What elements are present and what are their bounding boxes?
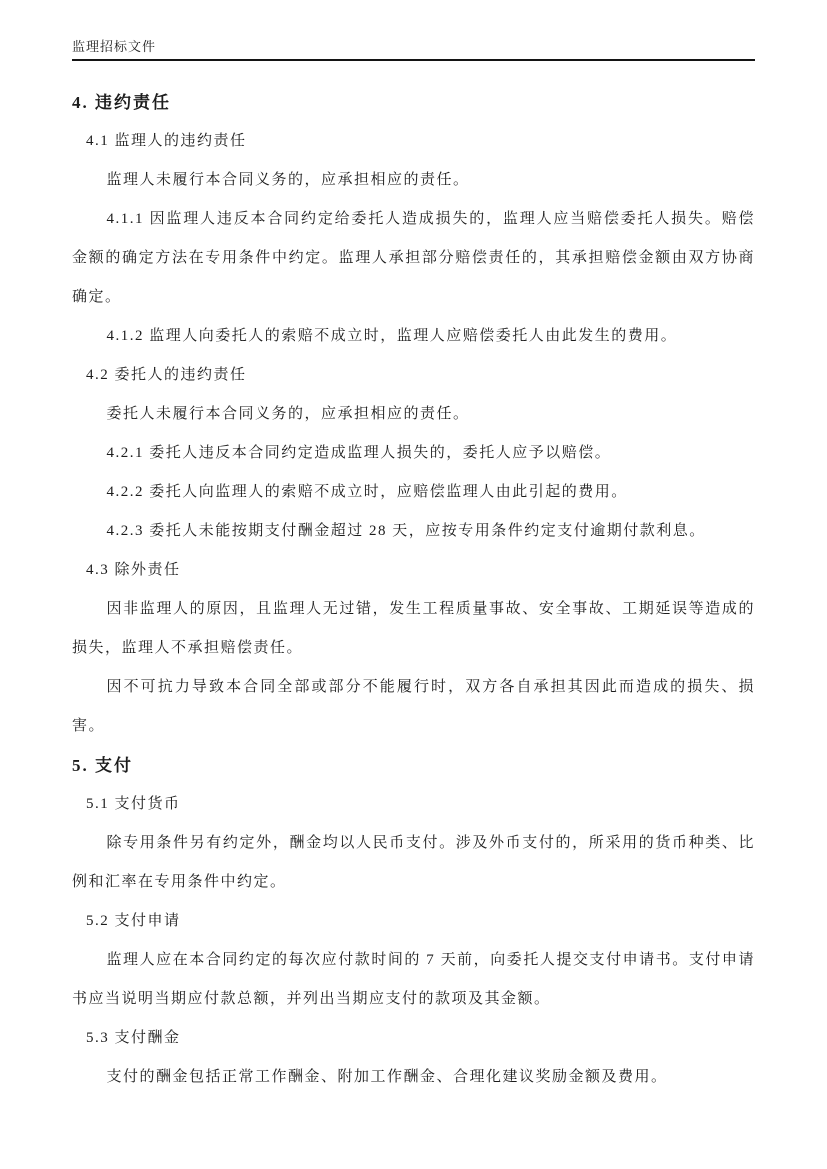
paragraph: 4.1.1 因监理人违反本合同约定给委托人造成损失的，监理人应当赔偿委托人损失。赔偿金额的确定方法在专用条件中约定。监理人承担部分赔偿责任的，其承担赔偿金额由双方协商确定。 [72, 211, 755, 305]
clause-heading: 4.1 监理人的违约责任 [86, 133, 247, 149]
page-header [72, 36, 755, 61]
paragraph: 监理人应在本合同约定的每次应付款时间的 7 天前，向委托人提交支付申请书。支付申请书应当说明当期应付款总额，并列出当期应支付的款项及其金额。 [72, 952, 755, 1007]
chapter-heading: 5. 支付 [72, 756, 133, 775]
paragraph: 4.2.3 委托人未能按期支付酬金超过 28 天，应按专用条件约定支付逾期付款利息。 [106, 523, 706, 539]
chapter-heading: 4. 违约责任 [72, 93, 171, 112]
paragraph: 4.1.2 监理人向委托人的索赔不成立时，监理人应赔偿委托人由此发生的费用。 [106, 328, 678, 344]
document-body [72, 61, 755, 1097]
paragraph: 4.2.2 委托人向监理人的索赔不成立时，应赔偿监理人由此引起的费用。 [106, 484, 628, 500]
clause-heading: 4.2 委托人的违约责任 [86, 367, 247, 383]
paragraph: 监理人未履行本合同义务的，应承担相应的责任。 [106, 172, 470, 188]
paragraph: 因不可抗力导致本合同全部或部分不能履行时，双方各自承担其因此而造成的损失、损害。 [72, 679, 755, 734]
paragraph: 除专用条件另有约定外，酬金均以人民币支付。涉及外币支付的，所采用的货币种类、比例和汇率在专用条件中约定。 [72, 835, 755, 890]
paragraph: 委托人未履行本合同义务的，应承担相应的责任。 [106, 406, 470, 422]
clause-heading: 4.3 除外责任 [86, 562, 181, 578]
paragraph: 4.2.1 委托人违反本合同约定造成监理人损失的，委托人应予以赔偿。 [106, 445, 612, 461]
paragraph: 因非监理人的原因，且监理人无过错，发生工程质量事故、安全事故、工期延误等造成的损失，监理人不承担赔偿责任。 [72, 601, 755, 656]
clause-heading: 5.3 支付酬金 [86, 1030, 181, 1046]
header-title: 监理招标文件 [72, 39, 157, 54]
clause-heading: 5.1 支付货币 [86, 796, 181, 812]
clause-heading: 5.2 支付申请 [86, 913, 181, 929]
paragraph: 支付的酬金包括正常工作酬金、附加工作酬金、合理化建议奖励金额及费用。 [106, 1069, 668, 1085]
